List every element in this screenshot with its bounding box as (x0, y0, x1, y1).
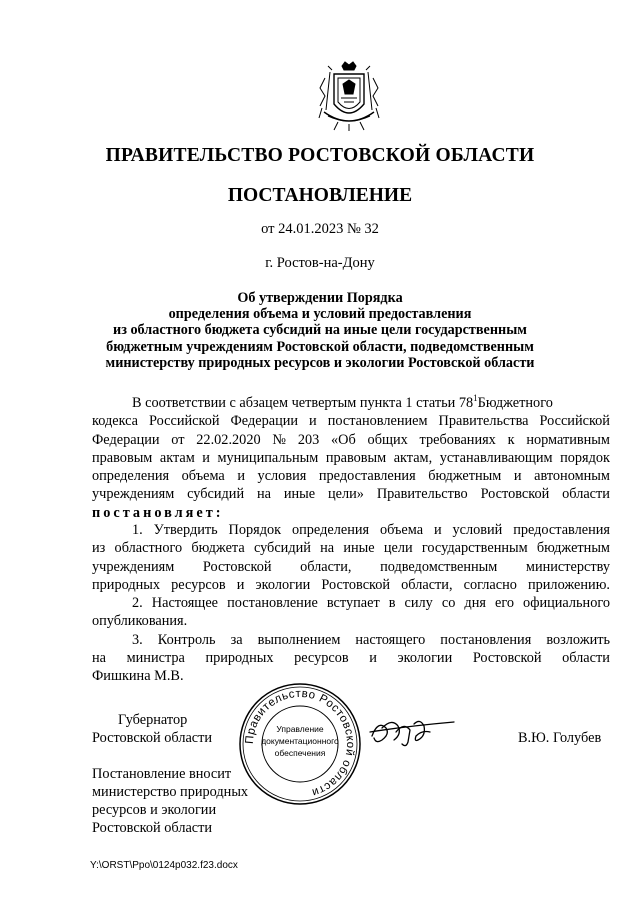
preamble-line: правовым актам и муниципальным правовым актам, устанавливающим порядок (92, 449, 610, 466)
document-date-number: от 24.01.2023 № 32 (261, 221, 379, 237)
title-line: Об утверждении Порядка (237, 290, 403, 306)
item-3-line: на министра природных ресурсов и экологии Ростовской области (92, 650, 610, 667)
preamble-paragraph (92, 389, 610, 522)
signer-position-line-2: Ростовской области (92, 730, 213, 746)
handwritten-signature (368, 714, 458, 750)
preamble-text: В соответствии с абзацем четвертым пункта 1 статьи 781Бюджетного (132, 389, 553, 412)
superscript: 1 (473, 393, 478, 403)
item-1-line: учреждениям Ростовской области, подведомственным министерству (92, 558, 610, 575)
submitter-line: Постановление вносит (92, 766, 232, 782)
item-1-line: из областного бюджета субсидий на иные цели государственным бюджетным (92, 540, 610, 557)
official-stamp (238, 682, 362, 806)
decree-items (92, 521, 610, 686)
stamp-ring-text: Правительство Ростовской области (243, 687, 357, 799)
preamble-line-1 (92, 389, 610, 412)
signer-name: В.Ю. Голубев (518, 730, 602, 746)
preamble-line: кодекса Российской Федерации и постановлением Правительства Российской (92, 413, 610, 430)
item-3-line: 3. Контроль за выполнением настоящего постановления возложить (132, 631, 610, 648)
preamble-line: Федерации от 22.02.2020 № 203 «Об общих требованиях к нормативным (92, 431, 610, 448)
preamble-line: учреждениям субсидий на иные цели» Правительство Ростовской области (92, 486, 610, 503)
file-path-footer: Y:\ORST\Ppo\0124p032.f23.docx (90, 860, 238, 871)
coat-of-arms-icon (316, 60, 382, 132)
item-1-line: 1. Утвердить Порядок определения объема и условий предоставления (132, 522, 610, 538)
item-3-line: Фишкина М.В. (92, 668, 184, 685)
preamble-line: определения объема и условия предоставления бюджетным и автономным (92, 468, 610, 485)
organization-title: ПРАВИТЕЛЬСТВО РОСТОВСКОЙ ОБЛАСТИ (105, 145, 535, 166)
document-city: г. Ростов-на-Дону (265, 255, 375, 271)
item-2-line: 2. Настоящее постановление вступает в силу со дня его официального (132, 595, 610, 612)
submitter-line: Ростовской области (92, 820, 213, 836)
signer-position-line-1: Губернатор (118, 712, 188, 728)
title-line: бюджетным учреждениям Ростовской области, подведомственным (106, 338, 534, 355)
item-1-line: природных ресурсов и экологии Ростовской области, согласно приложению. (92, 576, 610, 593)
submitter-line: ресурсов и экологии (92, 802, 217, 818)
decree-word: постановляет: (92, 504, 224, 521)
stamp-center-line: документационного (261, 736, 339, 746)
title-line: определения объема и условий предоставления (168, 306, 472, 323)
title-line: министерству природных ресурсов и экологии Ростовской области (105, 354, 535, 371)
stamp-center-line: обеспечения (274, 748, 326, 758)
item-2-line: опубликования. (92, 613, 188, 630)
submitter-line: министерство природных (92, 784, 249, 800)
stamp-center-line: Управление (276, 724, 324, 734)
document-title (0, 290, 640, 371)
document-type: ПОСТАНОВЛЕНИЕ (227, 185, 413, 206)
title-line: из областного бюджета субсидий на иные цели государственным (113, 322, 527, 339)
